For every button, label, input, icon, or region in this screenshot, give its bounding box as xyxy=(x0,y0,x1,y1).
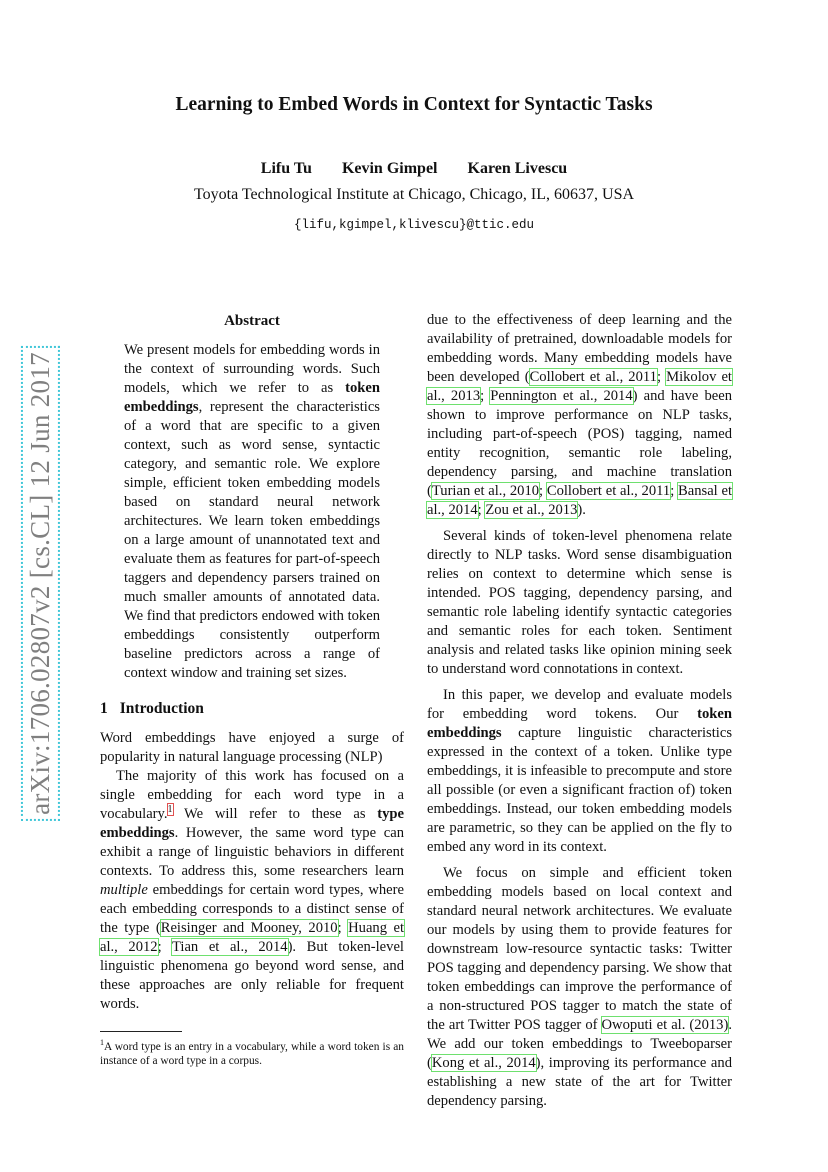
citation-link[interactable]: Reisinger and Mooney, 2010 xyxy=(160,920,338,936)
intro-paragraph: The majority of this work has focused on a single embedding for each word type in a vocabulary.$^1$ We will refer to these as type embeddings. However, the same word type can exhibit a range of linguistic behaviors in different contexts. To address this, some researchers learn multiple embeddings for certain word types, where each embedding corresponds to a distinct sense of the type (Reisinger and Mooney, 2010; Huang et al., 2012; Tian et al., 2014). But token-level linguistic phenomena go beyond word sense, and these approaches are only reliable for frequent words. xyxy=(100,768,404,1012)
intro-paragraph: Several kinds of token-level phenomena relate directly to NLP tasks. Word sense disambiguation relies on context to determine which sense is intended. POS tagging, dependency parsing, and semantic role labeling identify syntactic categories and semantic roles for each token. Sentiment analysis and related tasks like opinion mining seek to understand word connotations in context. xyxy=(427,528,732,677)
footnote-text: A word type is an entry in a vocabulary, while a word token is an instance of a word type in a corpus. xyxy=(100,1040,404,1068)
arxiv-stamp xyxy=(20,340,60,826)
abstract-heading: Abstract xyxy=(224,313,280,329)
citation-link[interactable]: Zou et al., 2013 xyxy=(485,502,578,518)
intro-paragraph: We focus on simple and efficient token embedding models based on local context and standard neural network architectures. We evaluate our models by using them to provide features for downstream low-resource syntactic tasks: Twitter POS tagging and dependency parsing. We show that token embeddings can improve the performance of a non-structured POS tagger to match the state of the art Twitter POS tagger of Owoputi et al. (2013). We add our token embeddings to Tweeboparser (Kong et al., 2014), improving its performance and establishing a new state of the art for Twitter dependency parsing. xyxy=(427,865,732,1109)
citation-link[interactable]: Huang et al., 2012 xyxy=(100,920,404,955)
intro-paragraph: In this paper, we develop and evaluate models for embedding word tokens. Our token embeddings capture linguistic characteristics expressed in the context of a token. Unlike type embeddings, it is infeasible to precompute and store all possible (or even a significant fraction of) token embeddings. Instead, our token embedding models are parametric, so they can be applied on the fly to embed any word in its context. xyxy=(427,687,732,855)
footnote xyxy=(100,1036,404,1069)
author-list xyxy=(0,160,828,178)
citation-link[interactable]: Collobert et al., 2011 xyxy=(546,483,671,499)
intro-paragraph: Word embeddings have enjoyed a surge of popularity in natural language processing (NLP) xyxy=(100,730,404,765)
arxiv-identifier[interactable]: arXiv:1706.02807v2 [cs.CL] 12 Jun 2017 xyxy=(24,351,55,815)
citation-link[interactable]: Collobert et al., 2011 xyxy=(529,369,657,385)
footnote-number: 1 xyxy=(100,1038,104,1047)
footnote-marker[interactable]: 1 xyxy=(167,804,173,816)
citation-link[interactable]: Bansal et al., 2014 xyxy=(427,483,732,518)
author-name: Kevin Gimpel xyxy=(341,160,438,177)
author-emails: {lifu,kgimpel,klivescu}@ttic.edu xyxy=(293,218,535,232)
affiliation: Toyota Technological Institute at Chicago, Chicago, IL, 60637, USA xyxy=(193,186,635,203)
citation-link[interactable]: Kong et al., 2014 xyxy=(431,1055,536,1071)
paper-title: Learning to Embed Words in Context for Syntactic Tasks xyxy=(175,94,653,115)
section-number: 1 xyxy=(100,700,108,717)
section-title: Introduction xyxy=(119,700,204,717)
citation-link[interactable]: Pennington et al., 2014 xyxy=(490,388,633,404)
abstract-text: We present models for embedding words in the context of surrounding words. Such models, which we refer to as token embeddings, represent the characteristics of a word that are specific to a given context, such as word sense, syntactic category, and semantic role. We explore simple, efficient token embedding models based on standard neural network architectures. We learn token embeddings on a large amount of unannotated text and evaluate them as features for part-of-speech taggers and dependency parsers trained on much smaller amounts of annotated data. We find that predictors endowed with token embeddings consistently outperform baseline predictors across a range of context window and training set sizes. xyxy=(124,342,380,681)
citation-link[interactable]: Tian et al., 2014 xyxy=(172,939,288,955)
intro-paragraph-continued: due to the effectiveness of deep learning and the availability of pretrained, downloadable models for embedding words. Many embedding models have been developed (Collobert et al., 2011; Mikolov et al., 2013; Pennington et al., 2014) and have been shown to improve performance on NLP tasks, including part-of-speech (POS) tagging, named entity recognition, semantic role labeling, dependency parsing, and machine translation (Turian et al., 2010; Collobert et al., 2011; Bansal et al., 2014; Zou et al., 2013). xyxy=(427,312,733,518)
author-name: Lifu Tu xyxy=(260,160,312,177)
author-name: Karen Livescu xyxy=(467,160,568,177)
right-column xyxy=(427,311,732,1111)
abstract-body xyxy=(124,341,380,683)
left-column xyxy=(100,311,404,1014)
citation-link[interactable]: Owoputi et al. (2013) xyxy=(601,1017,729,1033)
footnote-rule xyxy=(100,1031,182,1032)
citation-link[interactable]: Mikolov et al., 2013 xyxy=(427,369,732,404)
section-heading xyxy=(100,699,404,719)
citation-link[interactable]: Turian et al., 2010 xyxy=(431,483,540,499)
